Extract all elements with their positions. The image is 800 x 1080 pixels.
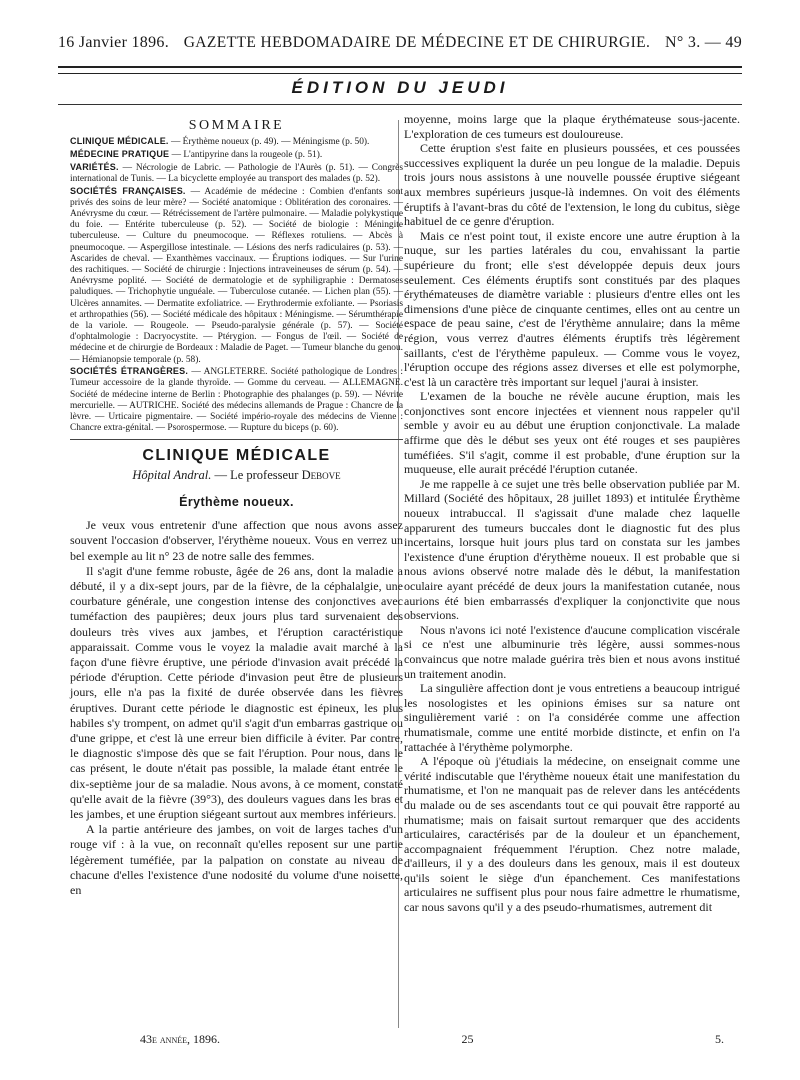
edition-banner: ÉDITION DU JEUDI [291,78,509,97]
sommaire-section-label: SOCIÉTÉS FRANÇAISES. [70,185,186,196]
sheet-number: 5. [715,1032,724,1046]
hospital-name: Hôpital Andral. [132,467,212,482]
sommaire-section-label: MÉDECINE PRATIQUE [70,148,170,159]
article-paragraph: A la partie antérieure des jambes, on voit de larges taches d'un rouge vif : à la vue, on reconnaît qu'elles reposent sur une partie légèrement tuméfiée, par la palpation on constate au niveau de chacune d'elles l'existence d'une nodosité du volume d'une noisette, en [70,822,403,897]
sommaire-section-label: VARIÉTÉS. [70,161,119,172]
sommaire-entry [70,136,403,148]
issue-date: 16 Janvier 1896. [58,34,170,51]
sommaire-section-label: SOCIÉTÉS ÉTRANGÈRES. [70,366,189,377]
article-title: Érythème noueux. [179,494,294,509]
page-number: 25 [461,1032,474,1046]
running-head [58,34,742,60]
sommaire [70,136,403,434]
article-paragraph: Je me rappelle à ce sujet une très belle observation publiée par M. Millard (Société des hôpitaux, 28 juillet 1893) et intitulée Érythème noueux intrabuccal. Il s'agissait d'une malade chez laquelle apparurent des tumeurs buccales dont le diagnostic fut des plus incertains, lorsque huit jours plus tard on constata sur les jambes l'existence d'une éruption d'érythème noueux. Il est probable que si nous avions observé notre malade dès le début, la manifestation oculaire ayant précédé de deux jours la manifestation cutanée, nous aurions été bien embarrassés d'expliquer la conjonctivite que nous observions. [404,476,740,623]
article-paragraph: Mais ce n'est point tout, il existe encore une autre éruption à la nuque, sur les parties latérales du cou, envahissant la partie supérieure du front; elle s'est développée depuis deux jours seulement. Ces éléments éruptifs sont constitués par des plaques érythémateuses de diamètre variable : plusieurs d'entre elles ont les dimensions d'une pièce de cinquante centimes, elles ont au centre un espace de peau saine, c'est de l'érythème annulaire; dans la même région, vous verrez d'autres éléments éruptifs très légèrement saillants, c'est de l'érythème papuleux. — Comme vous le voyez, l'éruption occupe des régions assez diverses et elle est polymorphe, c'est là un caractère très important sur lequel j'aurai à insister. [404,228,740,389]
article-paragraph: La singulière affection dont je vous entretiens a beaucoup intrigué les nosologistes et les opinions émises sur sa nature ont singulièrement varié : on l'a considérée comme une affection rhumatismale, comme une entité morbide distincte, et enfin on l'a rattachée à l'érythème polymorphe. [404,681,740,754]
article-paragraph: moyenne, moins large que la plaque érythémateuse sous-jacente. L'exploration de ces tumeurs est douloureuse. [404,112,740,141]
journal-title: GAZETTE HEBDOMADAIRE DE MÉDECINE ET DE CHIRURGIE. [183,34,651,51]
issue-number: N° 3. — 49 [665,34,742,51]
article-paragraph: L'examen de la bouche ne révèle aucune éruption, mais les conjonctives sont encore injectées et viennent nous rappeler qu'il semble y avoir eu au début une éruption conjonctivale. La malade affirme que dès le début ses yeux ont été rouges et ses paupières tuméfiées. S'il s'agit, comme il est probable, d'une éruption sur la muqueuse, elle aurait précédé l'éruption cutanée. [404,389,740,477]
edition-rule [58,104,742,105]
sommaire-entry [70,186,403,366]
article-paragraph: Il s'agit d'une femme robuste, âgée de 26 ans, dont la maladie a débuté, il y a dix-sept jours, par de la fièvre, de la céphalalgie, une courbature générale, une congestion intense des conjonctives avec tuméfaction des paupières; deux jours plus tard survenaient des douleurs très vives aux jambes, et l'éruption caractéristique apparaissait. Comme vous le voyez la maladie avait marché à la façon d'une fièvre éruptive, une période d'invasion avait précédé la période d'éruption. Cette période d'invasion peut être de plusieurs jours, elle n'a pas la fixité de durée observée dans les fièvres éruptives. Durant cette période le diagnostic est épineux, les plus habiles s'y trompent, on admet qu'il s'agit d'un embarras gastrique ou d'une grippe, et c'est là une erreur bien difficile à éviter. Par contre, le diagnostic s'impose dès que se fait l'éruption. Pour nous, dans le cas présent, le doute n'était pas possible, la malade étant entrée le dix-septième jour de sa maladie. Nous avons, à ce moment, constaté qu'elle avait de la fièvre (39°3), des douleurs vagues dans les bras et les jambes, et une éruption siégeant surtout aux membres inférieurs. [70,563,403,821]
sommaire-entry [70,162,403,185]
sommaire-section-text: — L'antipyrine dans la rougeole (p. 51). [169,149,323,160]
article-paragraph: A l'époque où j'étudiais la médecine, on enseignait comme une vérité indiscutable que l'érythème noueux était une manifestation du rhumatisme, et l'on ne manquait pas de relever dans les antécédents du malade ou de ses ascendants tout ce qui pouvait être rapporté au rhumatisme; mais on faisait surtout remarquer que des accidents articulaires, caractérisés par de la douleur et un épanchement, accompagnaient fréquemment l'éruption. Chez notre malade, d'ailleurs, il y a des douleurs dans les genoux, mais il est douteux qu'ils soient le siège d'un épanchement. Ces manifestations articulaires ne suffisent plus pour nous faire admettre le rhumatisme, car nous savons qu'il y a des pseudo-rhumatismes, autrement dit [404,754,740,915]
article-paragraph: Cette éruption s'est faite en plusieurs poussées, et ces poussées successives expliquent la durée un peu longue de la maladie. Depuis trois jours nous assistons à une nouvelle poussée éruptive siégeant aux membres supérieurs jusque-là indemnes. On voit des éléments éruptifs à l'avant-bras du côté de l'extension, le long du cubitus, siège habituel de ce genre d'éruption. [404,141,740,229]
page-footer [140,1032,724,1054]
right-column [404,112,740,915]
sommaire-section-text: — Érythème noueux (p. 49). — Méningisme (p. 50). [168,137,370,148]
byline-separator: — Le professeur [211,467,302,482]
sommaire-entry [70,149,403,161]
header-rule [58,66,742,74]
volume-year: 43e année, 1896. [140,1032,220,1046]
sommaire-section-label: CLINIQUE MÉDICALE. [70,136,169,147]
sommaire-rule [70,439,403,440]
sommaire-section-text: — Académie de médecine : Combien d'enfants sont privés des soins de leur mère? — Société anatomique : Oblitération des coronaires. — Anévrysme du cœur. — Rétrécissement de l'artère pulmonaire. — Maladie polykystique du foie. — Entérite tuberculeuse (p. 52). — Société de biologie : Méningite tuberculeuse. — Culture du pneumocoque. — Réflexes rotuliens. — Abcès à pneumocoque. — Aspergillose intestinale. — Lésions des nerfs radiculaires (p. 53). — Ascarides de cheval. — Exanthèmes vaccinaux. — Éruptions iodiques. — Sur l'urine des rachitiques. — Société de chirurgie : Injections intraveineuses de sérum (p. 54). — Anévrysme poplité. — Société de dermatologie et de syphiligraphie : Dermatoses paludiques. — Trichophytie unguéale. — Tuberculose cutanée. — Lichen plan (55). — Ulcères annamites. — Dermatite exfoliatrice. — Erythrodermie exfoliante. — Psoriasis et arthropathies (56). — Société médicale des hôpitaux : Méningisme. — Sérumthérapie de la variole. — Rougeole. — Pseudo-paralysie générale (p. 57). — Société d'ophtalmologie : Dacryocystite. — Ptérygion. — Fongus de l'œil. — Société de médecine et de chirurgie de Bordeaux : Maladie de Paget. — Tumeur blanche du genou. — Hémianopsie temporale (p. 58). [70,186,403,365]
section-byline [70,468,403,483]
sommaire-title: SOMMAIRE [188,118,285,133]
sommaire-section-text: — ANGLETERRE. Société pathologique de Londres : Tumeur accessoire de la glande thyroïde. — Gomme du cerveau. — ALLEMAGNE. Société de médecine interne de Berlin : Photographie des phalanges (p. 59). — Névrite mercurielle. — AUTRICHE. Société des médecins allemands de Prague : Chancre de la lèvre. — Urticaire pigmentaire. — Société império-royale des médecins de Vienne : Chancre extra-génital. — Psorospermose. — Rupture du biceps (p. 60). [70,367,403,434]
article-paragraph: Je veux vous entretenir d'une affection que nous avons assez souvent l'occasion d'observer, l'érythème noueux. Vous en verrez un bel exemple au lit n° 23 de notre salle des femmes. [70,518,403,563]
sommaire-section-text: — Nécrologie de Labric. — Pathologie de l'Aurès (p. 51). — Congrès international de Tunis. — La bicyclette employée au transport des malades (p. 52). [70,162,403,184]
left-column [70,112,403,898]
sommaire-entry [70,366,403,434]
article-paragraph: Nous n'avons ici noté l'existence d'aucune complication viscérale si ce n'est une albuminurie très légère, aussi sommes-nous convaincus que notre malade guérira très bien et nous avons institué un traitement anodin. [404,622,740,681]
section-title: CLINIQUE MÉDICALE [142,447,331,465]
author-name: Debove [301,467,341,482]
